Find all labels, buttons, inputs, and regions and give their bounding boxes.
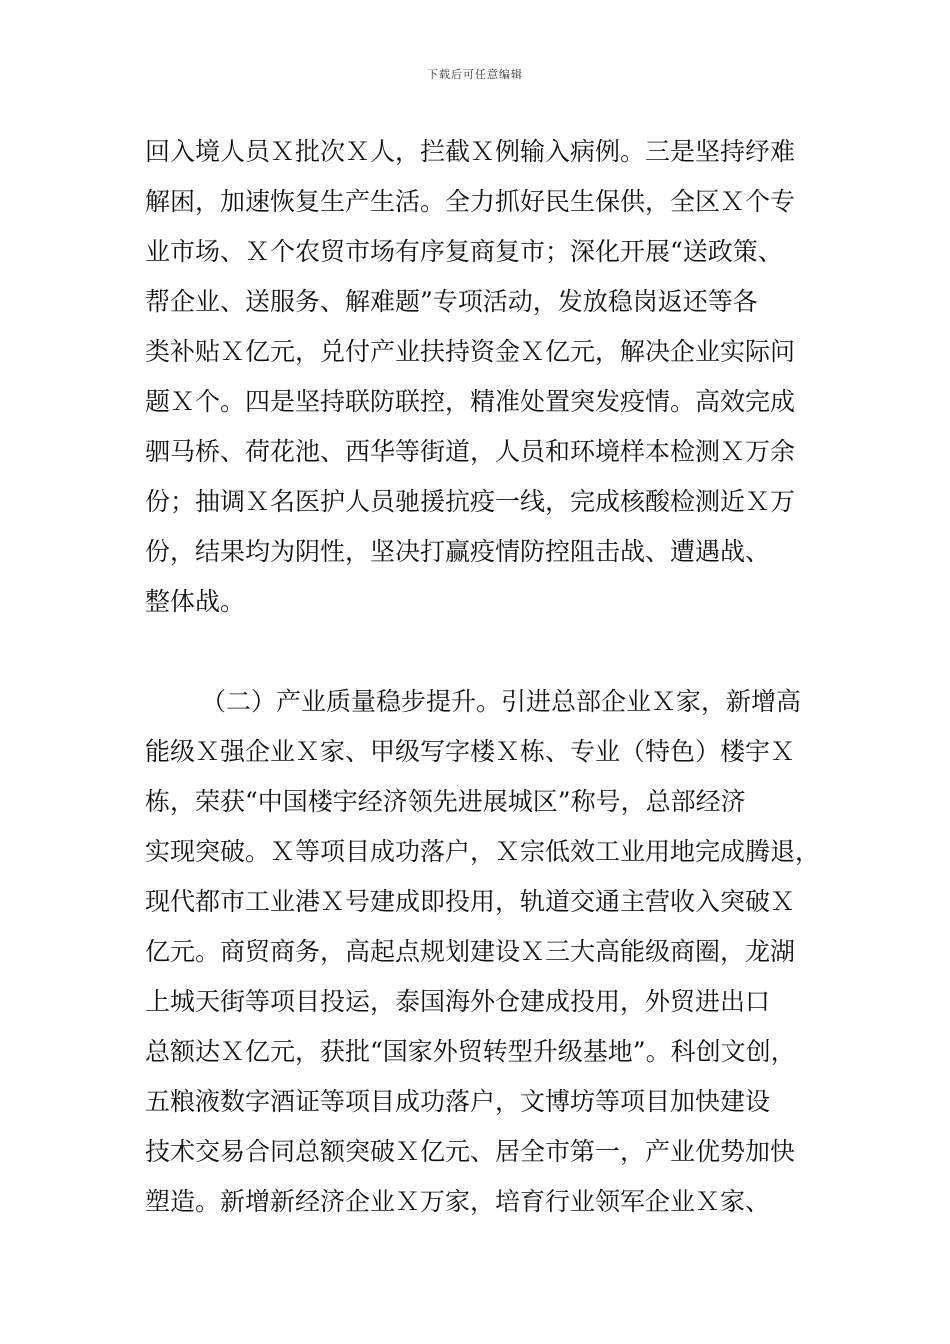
text-line: 亿元。商贸商务，高起点规划建设Ｘ三大高能级商圈，龙湖 bbox=[145, 937, 796, 966]
text-line: 类补贴Ｘ亿元，兑付产业扶持资金Ｘ亿元，解决企业实际问 bbox=[145, 337, 796, 366]
text-line: 总额达Ｘ亿元，获批“国家外贸转型升级基地”。科创文创， bbox=[145, 1037, 796, 1066]
text-line: 题Ｘ个。四是坚持联防联控，精准处置突发疫情。高效完成 bbox=[145, 387, 796, 416]
text-line: 实现突破。Ｘ等项目成功落户，Ｘ宗低效工业用地完成腾退， bbox=[145, 837, 821, 866]
text-line: 整体战。 bbox=[145, 587, 246, 616]
text-line: 塑造。新增新经济企业Ｘ万家，培育行业领军企业Ｘ家、 bbox=[145, 1187, 771, 1216]
text-line: 现代都市工业港Ｘ号建成即投用，轨道交通主营收入突破Ｘ bbox=[145, 887, 796, 916]
text-line: 能级Ｘ强企业Ｘ家、甲级写字楼Ｘ栋、专业（特色）楼宇Ｘ bbox=[145, 737, 796, 766]
header-note: 下载后可任意编辑 bbox=[427, 68, 523, 81]
paragraph-2 bbox=[145, 677, 821, 1227]
text-line: 技术交易合同总额突破Ｘ亿元、居全市第一，产业优势加快 bbox=[145, 1137, 796, 1166]
text-line: 份，结果均为阴性，坚决打赢疫情防控阻击战、遭遇战、 bbox=[145, 537, 771, 566]
text-line: 解困，加速恢复生产生活。全力抓好民生保供，全区Ｘ个专 bbox=[145, 187, 796, 216]
text-line: 上城天街等项目投运，泰国海外仓建成投用，外贸进出口 bbox=[145, 987, 771, 1016]
text-line: 驷马桥、荷花池、西华等街道，人员和环境样本检测Ｘ万余 bbox=[145, 437, 796, 466]
text-line: 栋，荣获“中国楼宇经济领先进展城区”称号，总部经济 bbox=[145, 787, 746, 816]
text-line: 帮企业、送服务、解难题”专项活动，发放稳岗返还等各 bbox=[145, 287, 758, 316]
text-line: 五粮液数字酒证等项目成功落户，文博坊等项目加快建设 bbox=[145, 1087, 771, 1116]
text-line: 业市场、Ｘ个农贸市场有序复商复市；深化开展“送政策、 bbox=[145, 237, 783, 266]
text-line: 回入境人员Ｘ批次Ｘ人，拦截Ｘ例输入病例。三是坚持纾难 bbox=[145, 137, 796, 166]
paragraph-1 bbox=[145, 127, 815, 627]
text-line: （二）产业质量稳步提升。引进总部企业Ｘ家，新增高 bbox=[201, 687, 802, 716]
text-line: 份；抽调Ｘ名医护人员驰援抗疫一线，完成核酸检测近Ｘ万 bbox=[145, 487, 796, 516]
